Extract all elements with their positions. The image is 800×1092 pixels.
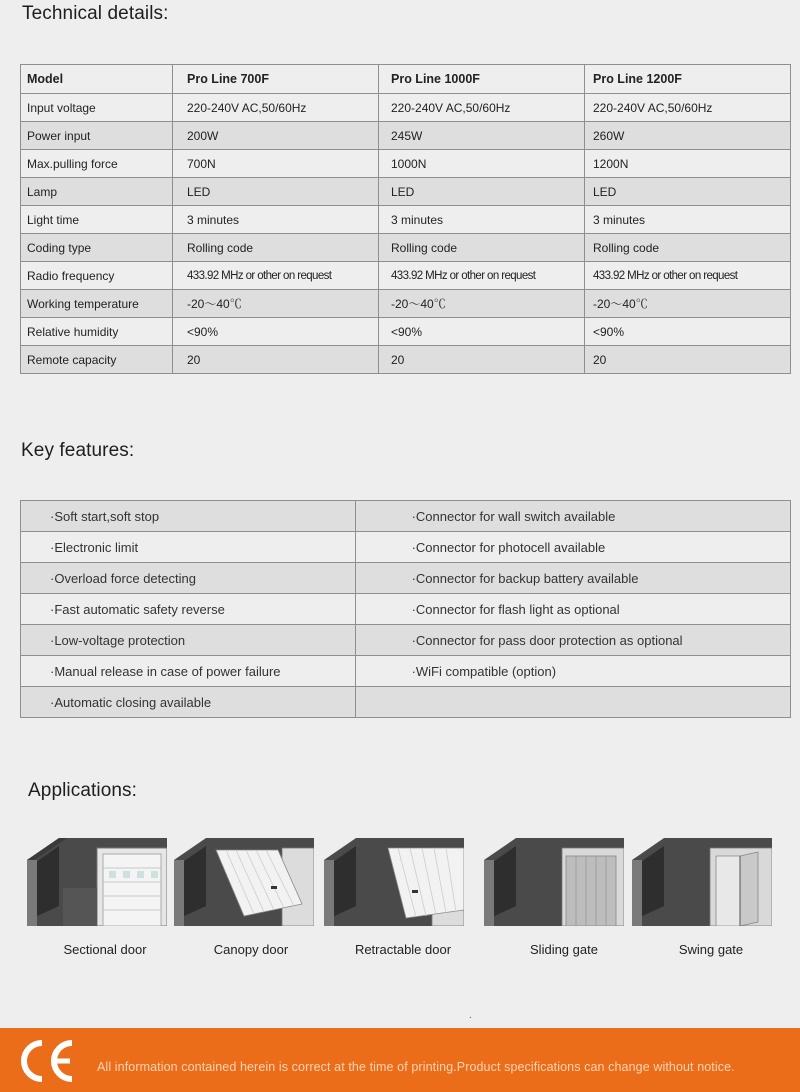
spec-value: 1000N xyxy=(379,150,585,178)
spec-label: Input voltage xyxy=(21,94,173,122)
retractable-door-icon xyxy=(324,838,464,926)
application-label: Retractable door xyxy=(354,942,452,957)
spec-value: LED xyxy=(585,178,791,206)
feature-item-empty xyxy=(355,687,790,718)
header-pro-line-1200f: Pro Line 1200F xyxy=(585,65,791,94)
spec-label: Working temperature xyxy=(21,290,173,318)
footer-disclaimer: All information contained herein is correct at the time of printing.Product specifications can change without notice. xyxy=(97,1060,735,1074)
technical-details-table xyxy=(20,64,791,374)
spec-value: 245W xyxy=(379,122,585,150)
spec-value: Rolling code xyxy=(379,234,585,262)
feature-item: ·Fast automatic safety reverse xyxy=(21,594,356,625)
spec-label: Coding type xyxy=(21,234,173,262)
spec-value: 20 xyxy=(585,346,791,374)
spec-value: 700N xyxy=(173,150,379,178)
spec-value: 433.92 MHz or other on request xyxy=(379,262,585,290)
key-features-title: Key features: xyxy=(21,440,135,461)
header-pro-line-1000f: Pro Line 1000F xyxy=(379,65,585,94)
ce-mark-icon xyxy=(16,1037,78,1085)
spec-value: LED xyxy=(173,178,379,206)
feature-item: ·Electronic limit xyxy=(21,532,356,563)
feature-item: ·Manual release in case of power failure xyxy=(21,656,356,687)
applications-title: Applications: xyxy=(28,780,138,801)
spec-value: -20～40℃ xyxy=(379,290,585,318)
sectional-door-icon xyxy=(27,838,167,926)
feature-item: ·Automatic closing available xyxy=(21,687,356,718)
spec-value: 200W xyxy=(173,122,379,150)
table-row xyxy=(21,346,791,374)
table-row xyxy=(21,687,791,718)
spec-value: 260W xyxy=(585,122,791,150)
table-row xyxy=(21,206,791,234)
spec-value: 220-240V AC,50/60Hz xyxy=(379,94,585,122)
application-sliding-gate xyxy=(484,838,634,926)
table-row xyxy=(21,178,791,206)
feature-item: ·WiFi compatible (option) xyxy=(355,656,790,687)
table-row xyxy=(21,290,791,318)
spec-label: Remote capacity xyxy=(21,346,173,374)
footer-bar xyxy=(0,1028,800,1092)
technical-header-row xyxy=(21,65,791,94)
table-row xyxy=(21,501,791,532)
feature-item: ·Connector for backup battery available xyxy=(355,563,790,594)
application-label: Swing gate xyxy=(678,942,744,957)
spec-value: 1200N xyxy=(585,150,791,178)
spec-value: <90% xyxy=(173,318,379,346)
feature-item: ·Connector for photocell available xyxy=(355,532,790,563)
table-row xyxy=(21,318,791,346)
feature-item: ·Overload force detecting xyxy=(21,563,356,594)
spec-label: Light time xyxy=(21,206,173,234)
spec-value: <90% xyxy=(379,318,585,346)
spec-value: 433.92 MHz or other on request xyxy=(585,262,791,290)
feature-item: ·Connector for flash light as optional xyxy=(355,594,790,625)
applications-gallery xyxy=(20,838,780,968)
spec-value: LED xyxy=(379,178,585,206)
spec-value: <90% xyxy=(585,318,791,346)
spec-value: 3 minutes xyxy=(379,206,585,234)
spec-value: 220-240V AC,50/60Hz xyxy=(173,94,379,122)
feature-item: ·Connector for wall switch available xyxy=(355,501,790,532)
decorative-dot: . xyxy=(469,1010,472,1021)
header-model: Model xyxy=(21,65,173,94)
spec-label: Power input xyxy=(21,122,173,150)
feature-item: ·Low-voltage protection xyxy=(21,625,356,656)
table-row xyxy=(21,122,791,150)
table-row xyxy=(21,234,791,262)
spec-value: 220-240V AC,50/60Hz xyxy=(585,94,791,122)
spec-label: Lamp xyxy=(21,178,173,206)
table-row xyxy=(21,563,791,594)
spec-value: Rolling code xyxy=(585,234,791,262)
header-pro-line-700f: Pro Line 700F xyxy=(173,65,379,94)
table-row xyxy=(21,94,791,122)
table-row xyxy=(21,594,791,625)
spec-label: Radio frequency xyxy=(21,262,173,290)
application-canopy-door xyxy=(174,838,324,926)
spec-label: Max.pulling force xyxy=(21,150,173,178)
canopy-door-icon xyxy=(174,838,314,926)
spec-value: Rolling code xyxy=(173,234,379,262)
application-sectional-door xyxy=(27,838,177,926)
application-label: Canopy door xyxy=(213,942,289,957)
key-features-table xyxy=(20,500,791,718)
technical-details-title: Technical details: xyxy=(22,3,169,24)
table-row xyxy=(21,656,791,687)
sliding-gate-icon xyxy=(484,838,624,926)
spec-value: -20～40℃ xyxy=(585,290,791,318)
application-label: Sectional door xyxy=(63,942,147,957)
spec-value: 3 minutes xyxy=(585,206,791,234)
spec-value: 3 minutes xyxy=(173,206,379,234)
feature-item: ·Connector for pass door protection as optional xyxy=(355,625,790,656)
spec-value: 433.92 MHz or other on request xyxy=(173,262,379,290)
table-row xyxy=(21,532,791,563)
spec-value: -20～40℃ xyxy=(173,290,379,318)
spec-value: 20 xyxy=(173,346,379,374)
table-row xyxy=(21,262,791,290)
spec-value: 20 xyxy=(379,346,585,374)
table-row xyxy=(21,625,791,656)
table-row xyxy=(21,150,791,178)
application-retractable-door xyxy=(324,838,474,926)
application-swing-gate xyxy=(632,838,782,926)
spec-label: Relative humidity xyxy=(21,318,173,346)
feature-item: ·Soft start,soft stop xyxy=(21,501,356,532)
swing-gate-icon xyxy=(632,838,772,926)
application-label: Sliding gate xyxy=(530,942,598,957)
